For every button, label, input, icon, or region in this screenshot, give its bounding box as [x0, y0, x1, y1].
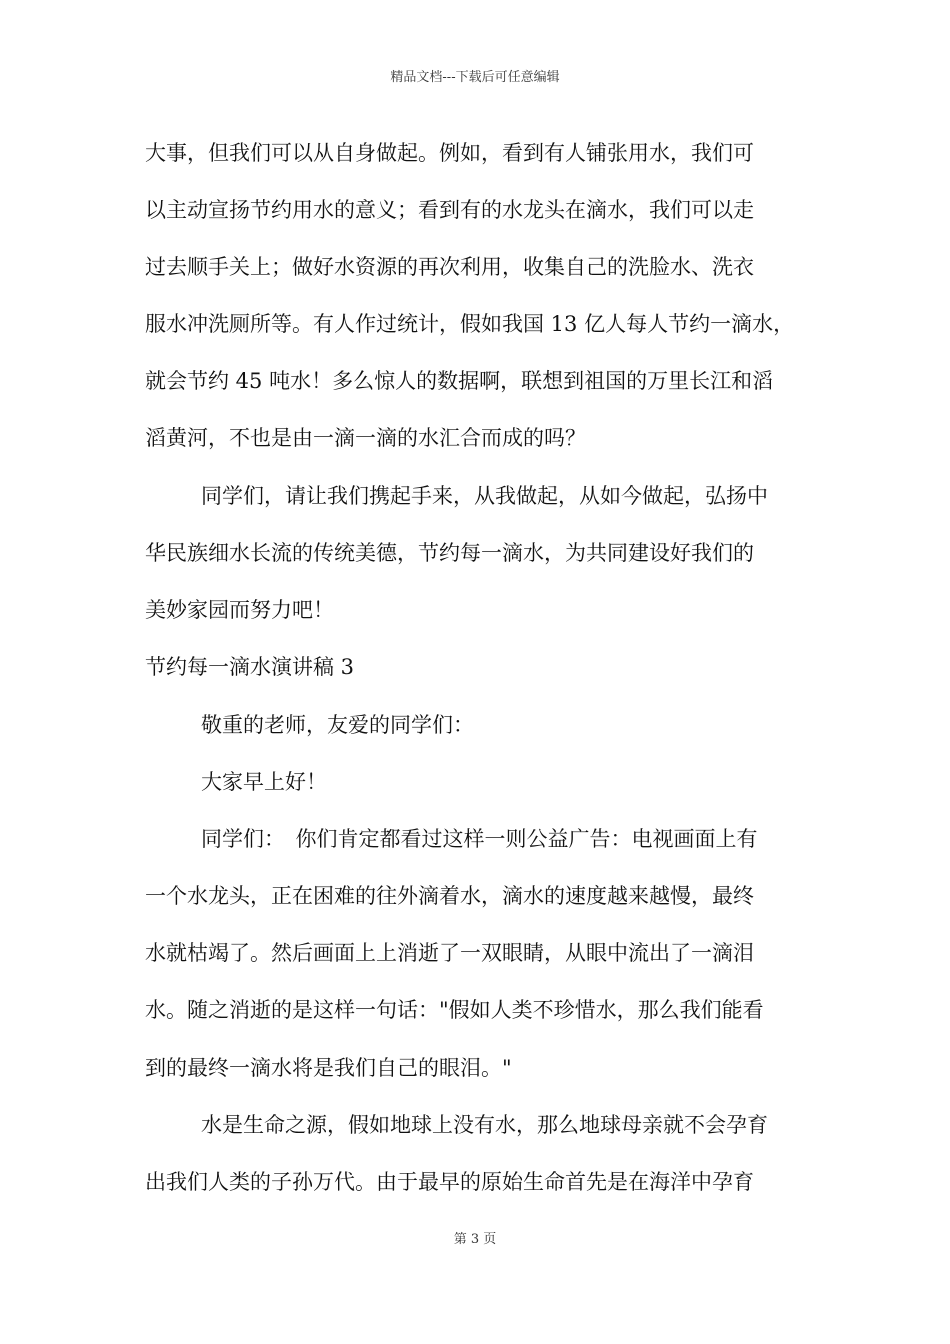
body-line-9: 美妙家园而努力吧！ — [145, 598, 334, 622]
body-line-17: 到的最终一滴水将是我们自己的眼泪。" — [145, 1056, 512, 1080]
section-heading: 节约每一滴水演讲稿 3 — [145, 655, 355, 679]
body-line-8: 华民族细水长流的传统美德，节约每一滴水，为共同建设好我们的 — [145, 541, 754, 565]
body-line-7: 同学们，请让我们携起手来，从我做起，从如今做起，弘扬中 — [201, 484, 768, 508]
greeting: 大家早上好！ — [201, 770, 327, 794]
body-line-3: 过去顺手关上；做好水资源的再次利用，收集自己的洗脸水、洗衣 — [145, 255, 754, 279]
body-line-13: 同学们： 你们肯定都看过这样一则公益广告：电视画面上有 — [201, 827, 758, 851]
body-line-5: 就会节约 45 吨水！多么惊人的数据啊，联想到祖国的万里长江和滔 — [145, 369, 774, 393]
body-line-6: 滔黄河，不也是由一滴一滴的水汇合而成的吗？ — [145, 426, 586, 450]
body-line-16: 水。随之消逝的是这样一句话："假如人类不珍惜水，那么我们能看 — [145, 998, 764, 1022]
page-header: 精品文档---下载后可任意编辑 — [390, 70, 560, 85]
body-line-1: 大事，但我们可以从自身做起。例如，看到有人铺张用水，我们可 — [145, 141, 754, 165]
body-line-19: 出我们人类的子孙万代。由于最早的原始生命首先是在海洋中孕育 — [145, 1170, 754, 1194]
body-line-4: 服水冲洗厕所等。有人作过统计，假如我国 13 亿人每人节约一滴水， — [145, 312, 795, 336]
salutation: 敬重的老师，友爱的同学们： — [201, 713, 474, 737]
body-line-15: 水就枯竭了。然后画面上上消逝了一双眼睛，从眼中流出了一滴泪 — [145, 941, 754, 965]
body-line-14: 一个水龙头，正在困难的往外滴着水，滴水的速度越来越慢，最终 — [145, 884, 754, 908]
page-number: 第 3 页 — [453, 1232, 497, 1247]
body-line-2: 以主动宣扬节约用水的意义；看到有的水龙头在滴水，我们可以走 — [145, 198, 754, 222]
body-line-18: 水是生命之源，假如地球上没有水，那么地球母亲就不会孕育 — [201, 1113, 768, 1137]
